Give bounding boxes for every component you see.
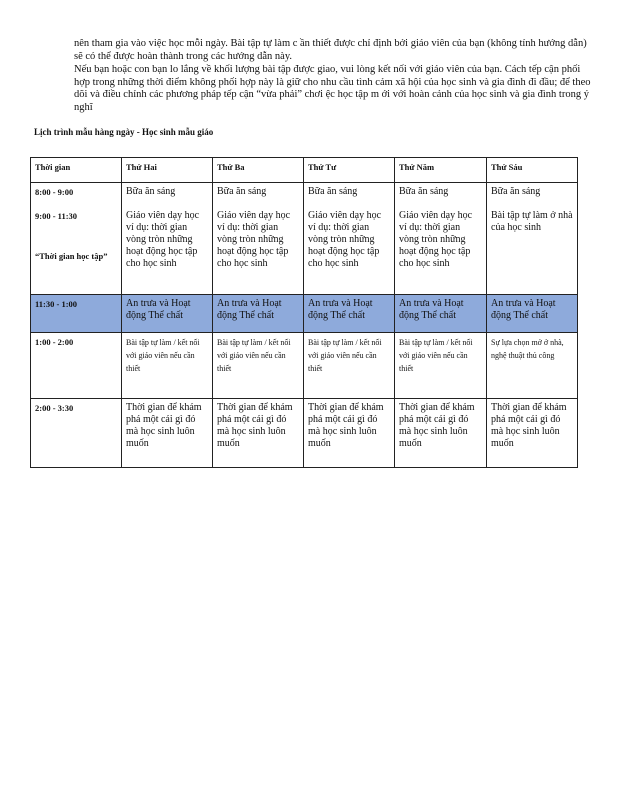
afternoon-cell: Bài tập tự làm / kết nối với giáo viên nếu cần thiết: [122, 333, 213, 399]
header-time: Thời gian: [31, 158, 122, 183]
table-row-lunch: [31, 295, 578, 333]
intro-bullet-paragraph: Nếu bạn hoặc con bạn lo lắng về khối lượng bài tập được giao, vui lòng kết nối với giáo viên của bạn. Cách tếp cận phối hợp trong những thời điểm không phối hợp này là giữ cho nhu cầu tình cảm xã hội của học sinh và gia đình đi đầu; để theo dõi và điều chỉnh các phương pháp tếp cận “vừa phải” chơi ệc học tập m ới với hoàn cảnh của học sinh và gia đình trong ý nghĩ: [74, 64, 591, 113]
afternoon-cell: Sự lựa chọn mở ở nhà, nghệ thuật thủ công: [487, 333, 578, 399]
time-lunch: 11:30 - 1:00: [31, 295, 122, 333]
explore-cell: Thời gian để khám phá một cái gì đó mà học sinh luôn muốn: [487, 399, 578, 468]
time-study-note: “Thời gian học tập”: [35, 251, 108, 261]
table-header-row: [31, 158, 578, 183]
study-activity: Giáo viên dạy học ví dụ: thời gian vòng tròn những hoạt động học tập cho học sinh: [308, 210, 382, 269]
header-friday: Thứ Sáu: [487, 158, 578, 183]
lunch-cell: An trưa và Hoạt động Thể chất: [213, 295, 304, 333]
afternoon-cell: Bài tập tự làm / kết nối với giáo viên nếu cần thiết: [395, 333, 487, 399]
time-study: 9:00 - 11:30: [35, 211, 78, 221]
breakfast-label: Bữa ăn sáng: [399, 186, 449, 197]
breakfast-label: Bữa ăn sáng: [217, 186, 267, 197]
time-afternoon-1: 1:00 - 2:00: [31, 333, 122, 399]
afternoon-cell: Bài tập tự làm / kết nối với giáo viên nếu cần thiết: [304, 333, 395, 399]
explore-cell: Thời gian để khám phá một cái gì đó mà học sinh luôn muốn: [122, 399, 213, 468]
study-activity: Giáo viên dạy học ví dụ: thời gian vòng tròn những hoạt động học tập cho học sinh: [126, 210, 200, 269]
breakfast-label: Bữa ăn sáng: [308, 186, 358, 197]
lunch-cell: An trưa và Hoạt động Thể chất: [487, 295, 578, 333]
study-activity: Giáo viên dạy học ví dụ: thời gian vòng tròn những hoạt động học tập cho học sinh: [217, 210, 291, 269]
time-cell: [31, 183, 122, 295]
header-wednesday: Thứ Tư: [304, 158, 395, 183]
header-monday: Thứ Hai: [122, 158, 213, 183]
lunch-cell: An trưa và Hoạt động Thể chất: [304, 295, 395, 333]
schedule-title: Lịch trình mẫu hàng ngày - Học sinh mẫu giáo: [34, 127, 214, 137]
schedule-table: [30, 157, 578, 468]
explore-cell: Thời gian để khám phá một cái gì đó mà học sinh luôn muốn: [304, 399, 395, 468]
lunch-cell: An trưa và Hoạt động Thể chất: [122, 295, 213, 333]
time-breakfast: 8:00 - 9:00: [35, 187, 74, 197]
header-tuesday: Thứ Ba: [213, 158, 304, 183]
thursday-morning-cell: [395, 183, 487, 295]
afternoon-cell: Bài tập tự làm / kết nối với giáo viên nếu cần thiết: [213, 333, 304, 399]
study-activity: Giáo viên dạy học ví dụ: thời gian vòng tròn những hoạt động học tập cho học sinh: [399, 210, 473, 269]
breakfast-label: Bữa ăn sáng: [126, 186, 176, 197]
time-afternoon-2: 2:00 - 3:30: [31, 399, 122, 468]
explore-cell: Thời gian để khám phá một cái gì đó mà học sinh luôn muốn: [213, 399, 304, 468]
study-activity: Bài tập tự làm ở nhà của học sinh: [491, 210, 573, 233]
monday-morning-cell: [122, 183, 213, 295]
tuesday-morning-cell: [213, 183, 304, 295]
lunch-cell: An trưa và Hoạt động Thể chất: [395, 295, 487, 333]
table-row: [31, 399, 578, 468]
table-row: [31, 183, 578, 295]
breakfast-label: Bữa ăn sáng: [491, 186, 541, 197]
friday-morning-cell: [487, 183, 578, 295]
table-row: [31, 333, 578, 399]
header-thursday: Thứ Năm: [395, 158, 487, 183]
intro-paragraph: nên tham gia vào việc học mỗi ngày. Bài tập tự làm c ần thiết được chỉ định bởi giáo viên của bạn (không tính hướng dẫn) sẽ có thể được hoàn thành trong các hướng dẫn này.: [74, 38, 587, 62]
wednesday-morning-cell: [304, 183, 395, 295]
explore-cell: Thời gian để khám phá một cái gì đó mà học sinh luôn muốn: [395, 399, 487, 468]
